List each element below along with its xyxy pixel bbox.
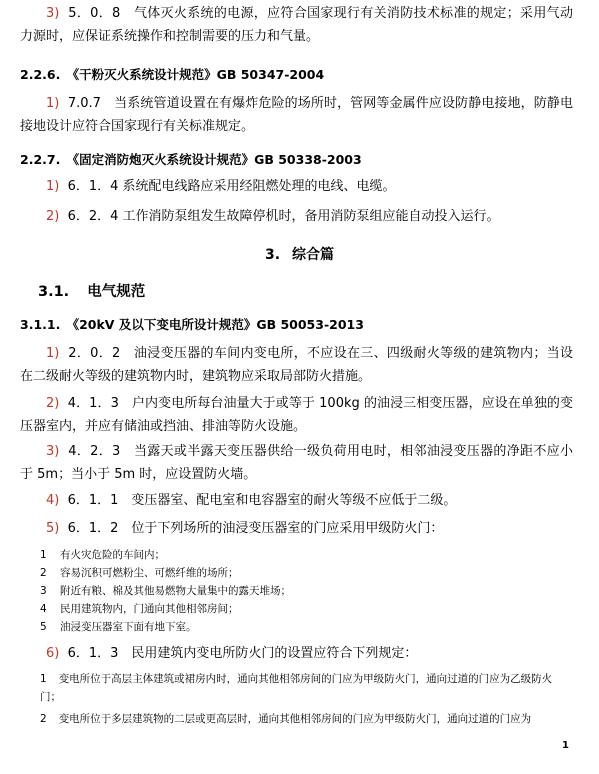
item-number: 1) xyxy=(46,346,60,361)
section-title: 电气规范 xyxy=(87,284,146,300)
section-heading-3 xyxy=(0,244,599,264)
item-number: 3) xyxy=(46,6,60,21)
page-number: 1 xyxy=(562,740,569,751)
section-heading-3-1 xyxy=(0,280,599,301)
paragraph-6-1-2 xyxy=(0,517,599,540)
paragraph-text: 4．2．3 当露天或半露天变压器供给一级负荷用电时，相邻油浸变压器的净距不应小于 5m；当小于 5m 时，应设置防火墙。 xyxy=(20,444,573,482)
list-item-number: 4 xyxy=(40,603,47,615)
heading-text: 3.1.1. 《20kV 及以下变电所设计规范》GB 50053-2013 xyxy=(20,317,364,332)
paragraph-text: 5．0．8 气体灭火系统的电源，应符合国家现行有关消防技术标准的规定；采用气动力源时，应保证系统操作和控制需要的压力和气量。 xyxy=(20,6,573,44)
list-item-text: 容易沉积可燃粉尘、可燃纤维的场所； xyxy=(60,567,239,579)
paragraph-text: 4．1．3 户内变电所每台油量大于或等于 100kg 的油浸三相变压器，应设在单独的变压器室内，并应有储油或挡油、排油等防火设施。 xyxy=(20,396,574,434)
item-number: 5) xyxy=(46,521,60,536)
heading-2-2-7 xyxy=(0,151,599,169)
list-item-number: 3 xyxy=(40,585,47,597)
list-item-number: 5 xyxy=(40,621,47,633)
list-item xyxy=(0,670,599,706)
section-number: 3.1. xyxy=(38,284,70,300)
paragraph-text: 6．2．4 工作消防泵组发生故障停机时，备用消防泵组应能自动投入运行。 xyxy=(67,209,500,224)
heading-2-2-6 xyxy=(0,66,599,84)
list-item xyxy=(0,582,599,600)
door-requirement-list xyxy=(0,546,599,636)
list-item-text: 附近有粮、棉及其他易燃物大量集中的露天堆场； xyxy=(60,585,291,597)
list-item-number: 1 xyxy=(40,673,47,685)
list-item xyxy=(0,710,599,728)
item-number: 6) xyxy=(46,646,60,661)
list-item-text: 油浸变压器室下面有地下室。 xyxy=(60,621,197,633)
list-item-text: 民用建筑物内，门通向其他相邻房间； xyxy=(60,603,239,615)
paragraph-2-0-2 xyxy=(0,342,599,388)
section-number: 3. xyxy=(264,247,281,263)
list-item-number: 2 xyxy=(40,713,47,725)
paragraph-7-0-7 xyxy=(0,92,599,138)
paragraph-4-2-3 xyxy=(0,440,599,486)
paragraph-5-0-8 xyxy=(0,2,599,48)
list-item xyxy=(0,564,599,582)
paragraph-text: 6．1．3 民用建筑内变电所防火门的设置应符合下列规定： xyxy=(67,646,418,661)
paragraph-4-1-3 xyxy=(0,392,599,438)
paragraph-text: 7.0.7 当系统管道设置在有爆炸危险的场所时，管网等金属件应设防静电接地，防静电接地设计应符合国家现行有关标准规定。 xyxy=(20,96,573,134)
paragraph-6-1-4 xyxy=(0,175,599,198)
item-number: 3) xyxy=(46,444,60,459)
paragraph-text: 6．1．1 变压器室、配电室和电容器室的耐火等级不应低于二级。 xyxy=(67,493,457,508)
fire-door-list xyxy=(0,670,599,728)
paragraph-text: 6．1．4 系统配电线路应采用经阻燃处理的电线、电缆。 xyxy=(67,179,396,194)
heading-text: 2.2.7. 《固定消防炮灭火系统设计规范》GB 50338-2003 xyxy=(20,152,362,167)
list-item-text: 变电所位于高层主体建筑或裙房内时，通向其他相邻房间的门应为甲级防火门，通向过道的门应为乙级防火门； xyxy=(40,673,553,703)
list-item-text: 有火灾危险的车间内； xyxy=(60,549,165,561)
list-item xyxy=(0,618,599,636)
item-number: 4) xyxy=(46,493,60,508)
item-number: 1) xyxy=(46,96,60,111)
item-number: 1) xyxy=(46,179,60,194)
list-item-number: 1 xyxy=(40,549,47,561)
list-item-number: 2 xyxy=(40,567,47,579)
section-title: 综合篇 xyxy=(292,247,335,263)
heading-text: 2.2.6. 《干粉灭火系统设计规范》GB 50347-2004 xyxy=(20,67,325,82)
list-item-text: 变电所位于多层建筑物的二层或更高层时，通向其他相邻房间的门应为甲级防火门，通向过道的门应为 xyxy=(58,713,532,725)
paragraph-text: 6．1．2 位于下列场所的油浸变压器室的门应采用甲级防火门： xyxy=(67,521,444,536)
paragraph-text: 2．0．2 油浸变压器的车间内变电所，不应设在三、四级耐火等级的建筑物内；当设在二级耐火等级的建筑物内时，建筑物应采取局部防火措施。 xyxy=(20,346,573,384)
paragraph-6-2-4 xyxy=(0,205,599,228)
list-item xyxy=(0,546,599,564)
item-number: 2) xyxy=(46,396,60,411)
list-item xyxy=(0,600,599,618)
heading-3-1-1 xyxy=(0,316,599,334)
item-number: 2) xyxy=(46,209,60,224)
paragraph-6-1-1 xyxy=(0,489,599,512)
paragraph-6-1-3 xyxy=(0,642,599,665)
